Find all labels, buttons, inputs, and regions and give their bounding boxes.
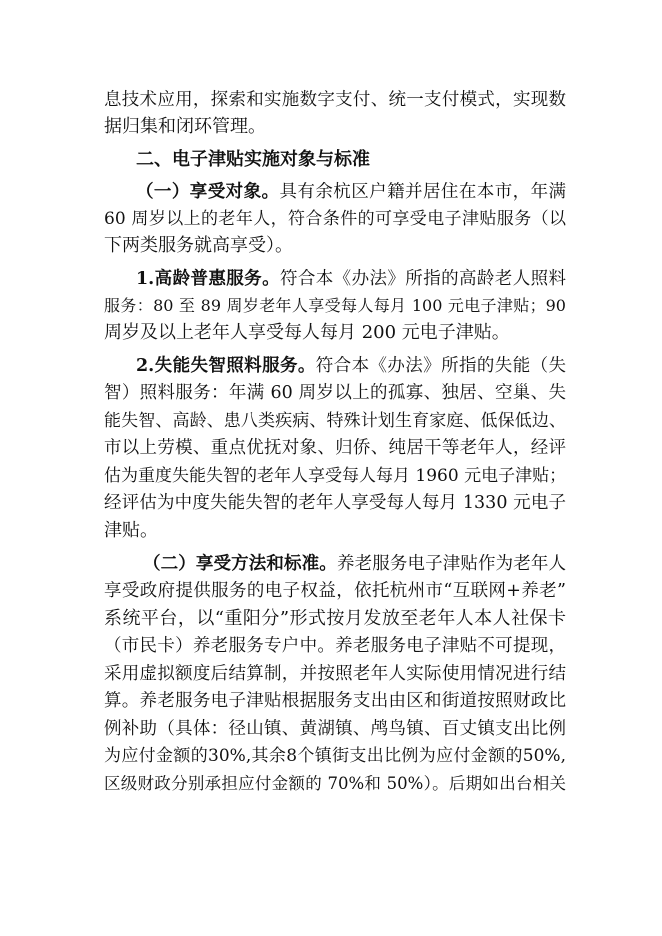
paragraph-line xyxy=(136,354,566,378)
section-heading: 二、电子津贴实施对象与标准 xyxy=(136,149,370,170)
paragraph-line: 例补助（具体：径山镇、黄湖镇、鸬鸟镇、百丈镇支出比例 xyxy=(104,719,566,739)
paragraph-line: 60 周岁以上的老年人，符合条件的可享受电子津贴服务（以 xyxy=(104,209,566,229)
paragraph-line: 享受政府提供服务的电子权益，依托杭州市“互联网+养老” xyxy=(104,581,566,601)
paragraph-line xyxy=(136,267,566,291)
paragraph-label: 1.高龄普惠服务。 xyxy=(136,269,280,289)
paragraph-label: （一）享受对象。 xyxy=(136,182,280,202)
paragraph-line: 下两类服务就高享受）。 xyxy=(104,235,293,256)
paragraph-line: 智）照料服务：年满 60 周岁以上的孤寡、独居、空巢、失 xyxy=(104,383,566,403)
paragraph-label: 2.失能失智照料服务。 xyxy=(136,356,316,376)
paragraph-line: 据归集和闭环管理。 xyxy=(104,116,266,137)
paragraph-text: 符合本《办法》所指的高龄老人照料 xyxy=(279,269,566,289)
paragraph-line: 估为重度失能失智的老年人享受每人每月 1960 元电子津贴； xyxy=(104,466,566,486)
paragraph-label: （二）享受方法和标准。 xyxy=(143,554,337,574)
paragraph-line: 系统平台，以“重阳分”形式按月发放至老年人本人社保卡 xyxy=(104,608,566,629)
paragraph-line: 算。养老服务电子津贴根据服务支出由区和街道按照财政比 xyxy=(104,691,566,711)
paragraph-line: 经评估为中度失能失智的老年人享受每人每月 1330 元电子 xyxy=(104,493,566,513)
paragraph-text: 符合本《办法》所指的失能（失 xyxy=(315,356,566,376)
paragraph-line: 周岁及以上老年人享受每人每月 200 元电子津贴。 xyxy=(104,322,510,343)
paragraph-line: 息技术应用，探索和实施数字支付、统一支付模式，实现数 xyxy=(104,90,566,110)
paragraph-line: 服务：80 至 89 周岁老年人享受每人每月 100 元电子津贴；90 xyxy=(104,296,566,315)
paragraph-line: 津贴。 xyxy=(104,520,158,541)
paragraph-line: 为应付金额的30%,其余8个镇街支出比例为应付金额的50%, xyxy=(104,746,566,766)
paragraph-line: （市民卡）养老服务专户中。养老服务电子津贴不可提现， xyxy=(104,636,566,656)
paragraph-text: 养老服务电子津贴作为老年人 xyxy=(336,554,566,574)
paragraph-line: 采用虚拟额度后结算制，并按照老年人实际使用情况进行结 xyxy=(104,664,566,684)
paragraph-text: 具有余杭区户籍并居住在本市，年满 xyxy=(279,182,566,202)
paragraph-line: 区级财政分别承担应付金额的 70%和 50%）。后期如出台相关 xyxy=(104,774,566,793)
paragraph-line xyxy=(143,552,566,576)
paragraph-line xyxy=(136,180,566,204)
paragraph-line: 能失智、高龄、患八类疾病、特殊计划生育家庭、低保低边、 xyxy=(104,411,566,431)
paragraph-line: 市以上劳模、重点优抚对象、归侨、纯居干等老年人，经评 xyxy=(104,438,566,458)
